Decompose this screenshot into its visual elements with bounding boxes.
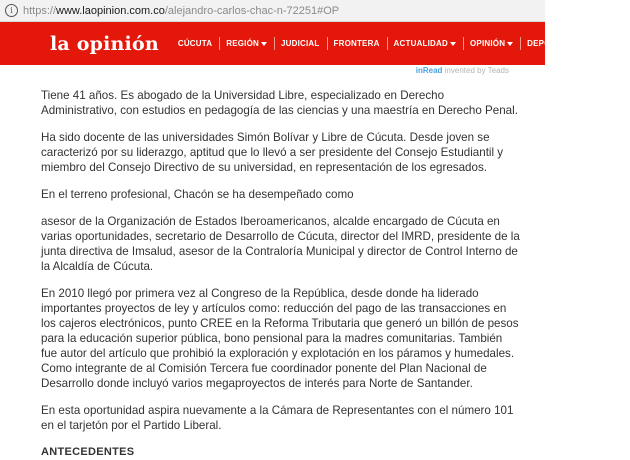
site-logo[interactable]: la opinión: [50, 32, 159, 55]
article-body: [41, 88, 521, 460]
nav-item-opinion[interactable]: [463, 22, 520, 65]
section-heading: ANTECEDENTES: [41, 446, 135, 458]
nav-item-deportes[interactable]: [520, 22, 588, 65]
nav-item-tendencias[interactable]: [588, 22, 630, 65]
nav-label: OPINIÓN: [469, 39, 506, 48]
nav-label: TENDE: [594, 39, 623, 48]
nav-item-actualidad[interactable]: [387, 22, 463, 65]
ad-brand: inRead: [415, 66, 443, 75]
nav-item-judicial[interactable]: [274, 22, 327, 65]
address-bar[interactable]: [0, 0, 545, 22]
chevron-down-icon: [575, 42, 581, 46]
url-path: /alejandro-carlos-chac-n-72251#OP: [164, 4, 340, 17]
nav-label: JUDICIAL: [281, 39, 320, 48]
nav-item-frontera[interactable]: [327, 22, 387, 65]
url-domain: www.laopinion.com.co: [56, 4, 165, 17]
site-navbar: [0, 22, 623, 65]
url-scheme: https://: [23, 4, 57, 17]
ad-text: invented by Teads: [442, 66, 509, 75]
info-icon[interactable]: i: [5, 4, 18, 17]
article-paragraph: Tiene 41 años. Es abogado de la Universidad Libre, especializado en Derecho Administrativo, con estudios en pedagogía de las ciencias y una maestría en Derecho Penal.: [41, 89, 518, 117]
chevron-down-icon: [507, 42, 513, 46]
nav-label: REGIÓN: [226, 39, 259, 48]
article-paragraph: En el terreno profesional, Chacón se ha desempeñado como: [41, 188, 354, 201]
article-paragraph: asesor de la Organización de Estados Iberoamericanos, alcalde encargado de Cúcuta en varias oportunidades, secretario de Desarrollo de Cúcuta, director del IMRD, presidente de la junta directiva de Imsalud, asesor de la Contraloría Municipal y director de Control Interno de la Alcaldía de Cúcuta.: [41, 215, 520, 273]
nav-label: DEPORTES: [527, 39, 573, 48]
nav-label: CÚCUTA: [177, 39, 213, 48]
article-paragraph: En esta oportunidad aspira nuevamente a la Cámara de Representantes con el número 101 en el tarjetón por el Partido Liberal.: [41, 404, 514, 432]
nav-item-cucuta[interactable]: [171, 22, 219, 65]
chevron-down-icon: [450, 42, 456, 46]
nav-item-region[interactable]: [219, 22, 274, 65]
nav-label: ACTUALIDAD: [393, 39, 448, 48]
nav-label: FRONTERA: [333, 39, 380, 48]
article-paragraph: En 2010 llegó por primera vez al Congreso de la República, desde donde ha liderado importantes proyectos de ley y artículos como: reducción del pago de las transacciones en los cajeros electrónicos, punto CREE en la Reforma Tributaria que generó un billón de pesos para la educación superior pública, bono pensional para la madres comunitarias. También fue autor del artículo que prohibió la exploración y explotación en los páramos y humedales. Como integrante de al Comisión Tercera fue coordinador ponente del Plan Nacional de Desarrollo donde incluyó varios megaproyectos de interés para Norte de Santander.: [41, 287, 519, 390]
chevron-down-icon: [261, 42, 267, 46]
article-paragraph: Ha sido docente de las universidades Simón Bolívar y Libre de Cúcuta. Desde joven se caracterizó por su liderazgo, aptitud que lo llevó a ser presidente del Consejo Estudiantil y miembro del Consejo Directivo de su universidad, en representación de los egresados.: [41, 131, 504, 174]
ad-credit[interactable]: [416, 66, 509, 75]
